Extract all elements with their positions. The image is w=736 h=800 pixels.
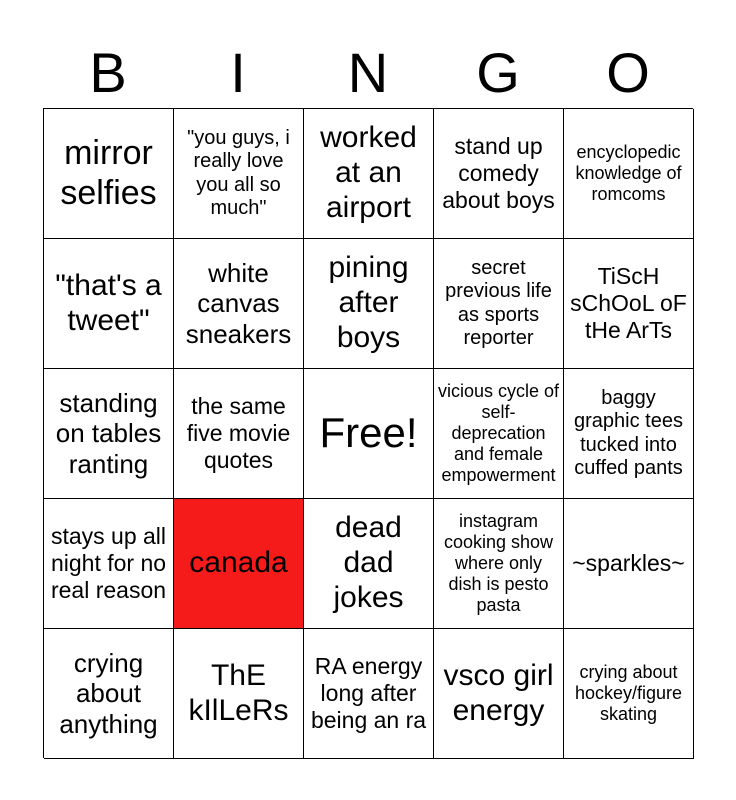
bingo-cell-r3c1[interactable] <box>174 499 304 629</box>
bingo-board <box>43 108 693 758</box>
cell-label: encyclopedic knowledge of romcoms <box>575 142 682 204</box>
cell-label: the same five movie quotes <box>186 393 291 473</box>
header-letter-o: O <box>606 41 650 104</box>
cell-label: worked at an airport <box>320 121 417 224</box>
cell-label: ThE kIlLeRs <box>188 658 289 727</box>
cell-label: canada <box>189 546 288 580</box>
cell-label: "that's a tweet" <box>55 268 162 337</box>
bingo-cell-r1c2[interactable] <box>304 239 434 369</box>
header-letter-g: G <box>476 41 520 104</box>
cell-label: TiScH sChOoL oF tHe ArTs <box>570 263 687 343</box>
cell-label: crying about anything <box>59 648 158 739</box>
bingo-cell-r1c3[interactable] <box>434 239 564 369</box>
cell-label: vicious cycle of self-deprecation and female empowerment <box>437 381 560 485</box>
cell-label: "you guys, i really love you all so much" <box>187 127 290 219</box>
bingo-cell-r3c0[interactable] <box>44 499 174 629</box>
bingo-cell-r1c4[interactable] <box>564 239 694 369</box>
bingo-cell-r1c0[interactable] <box>44 239 174 369</box>
bingo-cell-r2c3[interactable] <box>434 369 564 499</box>
cell-label: dead dad jokes <box>333 511 404 614</box>
bingo-cell-r0c4[interactable] <box>564 109 694 239</box>
cell-label: baggy graphic tees tucked into cuffed pants <box>574 387 683 479</box>
bingo-cell-r2c4[interactable] <box>564 369 694 499</box>
bingo-cell-r0c3[interactable] <box>434 109 564 239</box>
bingo-cell-r3c2[interactable] <box>304 499 434 629</box>
bingo-cell-r2c2[interactable] <box>304 369 434 499</box>
bingo-cell-r2c1[interactable] <box>174 369 304 499</box>
cell-label: instagram cooking show where only dish is pesto pasta <box>443 511 554 615</box>
cell-label: white canvas sneakers <box>185 258 292 349</box>
cell-label: secret previous life as sports reporter <box>445 257 552 349</box>
bingo-cell-r4c3[interactable] <box>434 629 564 759</box>
bingo-cell-r4c4[interactable] <box>564 629 694 759</box>
free-space-label: Free! <box>319 409 418 457</box>
header-letter-b: B <box>89 41 127 104</box>
cell-label: crying about hockey/figure skating <box>574 662 683 724</box>
cell-label: mirror selfies <box>60 134 157 212</box>
cell-label: standing on tables ranting <box>55 388 162 479</box>
bingo-cell-r4c0[interactable] <box>44 629 174 759</box>
cell-label: pining after boys <box>328 251 409 354</box>
cell-label: stays up all night for no real reason <box>50 523 167 603</box>
bingo-cell-r4c2[interactable] <box>304 629 434 759</box>
bingo-header <box>43 38 693 108</box>
bingo-cell-r2c0[interactable] <box>44 369 174 499</box>
cell-label: vsco girl energy <box>443 658 554 727</box>
bingo-cell-r3c4[interactable] <box>564 499 694 629</box>
bingo-cell-r0c0[interactable] <box>44 109 174 239</box>
header-letter-i: I <box>230 41 246 104</box>
cell-label: RA energy long after being an ra <box>310 653 427 733</box>
bingo-cell-r1c1[interactable] <box>174 239 304 369</box>
cell-label: ~sparkles~ <box>572 550 685 577</box>
bingo-cell-r0c2[interactable] <box>304 109 434 239</box>
cell-label: stand up comedy about boys <box>442 133 555 213</box>
header-letter-n: N <box>347 41 389 104</box>
bingo-cell-r3c3[interactable] <box>434 499 564 629</box>
bingo-cell-r0c1[interactable] <box>174 109 304 239</box>
bingo-cell-r4c1[interactable] <box>174 629 304 759</box>
